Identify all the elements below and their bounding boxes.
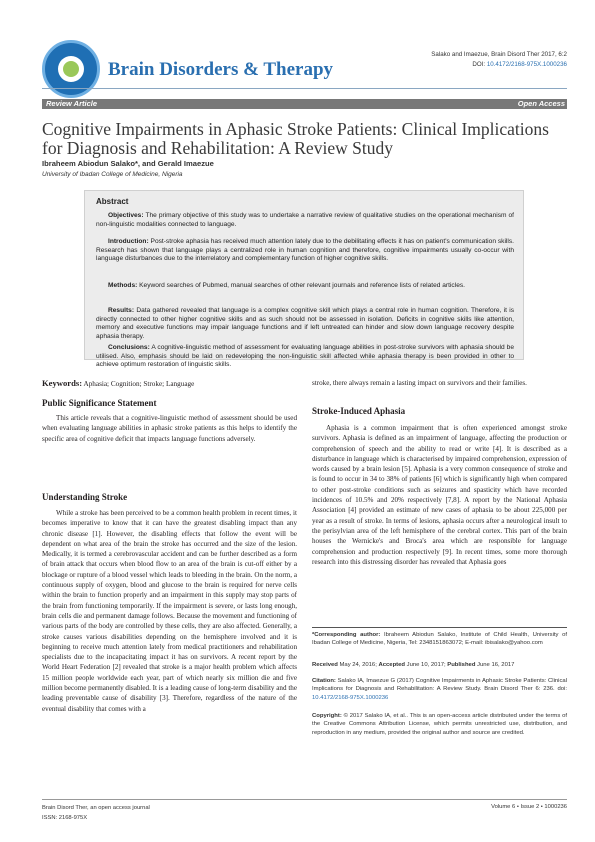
stroke-induced-aphasia-text: Aphasia is a common impairment that is often experienced amongst stroke survivors. Aphasia is defined as an impairment of language, affecting the production or comprehension of speech and the ability to read or write [4]. It is described as a disturbance in language which is characterised by impaired comprehension, expression of words caused by a brain lesion [5]. Aphasia is a very common consequence of stroke and is found to occur in 34 to 38% of patients [6] which is significantly high when compared to other post-stroke conditions such as seizures and spasticity which have recorded incidences of 10.5% and 20% respectively [7,8]. A report by the National Aphasia Association [4] provided an estimate of new cases of aphasia to be about 225,000 per year as a result of stroke. In terms of lesions, aphasia occurs after a neurological insult to the perisylvian area of the left hemisphere of the cerebral cortex. This part of the brain houses the Wernicke's and Broca's area which are responsible for language comprehension and production respectively [9]. In recent times, some more thorough research into this distressing disorder has revealed that Aphasia goes bbox=[312, 424, 567, 566]
copyright-note: Copyright: © 2017 Salako IA, et al.. This is an open-access article distributed under the terms of the Creative Commons Attribution License, which permits unrestricted use, distribution, and reproduction in any medium, provided the original author and source are credited. bbox=[312, 713, 567, 736]
public-significance-text: This article reveals that a cognitive-linguistic method of assessment should be used when evaluating language abilities in aphasic stroke patients as this helps to identify the specific area of cognitive deficit that impacts language functions adversely. bbox=[42, 414, 297, 443]
article-type-banner bbox=[42, 99, 567, 109]
article-dates: Received May 24, 2016; Accepted June 10, 2017; Published June 16, 2017 bbox=[312, 662, 515, 668]
footer-divider bbox=[42, 799, 567, 800]
citation-line: Salako and Imaezue, Brain Disord Ther 2017, 6:2 bbox=[431, 51, 567, 58]
footnote-divider bbox=[312, 627, 567, 628]
keywords-line: Keywords: Aphasia; Cognition; Stroke; Language bbox=[42, 378, 195, 388]
header-divider bbox=[42, 88, 567, 89]
logo-emblem bbox=[58, 56, 84, 82]
citation-note: Citation: Salako IA, Imaezue G (2017) Cognitive Impairments in Aphasic Stroke Patients: Clinical Implications for Diagnosis and Rehabilitation: A Review Study. Brain Disord Ther 6: 236. doi: 10.4172/2168-975X.1000236 bbox=[312, 678, 567, 701]
open-access-label: Open Access bbox=[517, 99, 565, 108]
article-type-label: Review Article bbox=[46, 99, 97, 108]
authors: Ibraheem Abiodun Salako*, and Gerald Imaezue bbox=[42, 159, 214, 168]
stroke-continuation-text: stroke, there always remain a lasting impact on survivors and their families. bbox=[312, 379, 527, 387]
heading-understanding-stroke: Understanding Stroke bbox=[42, 492, 128, 502]
doi-line: DOI: 10.4172/2168-975X.1000236 bbox=[472, 61, 567, 68]
footer-journal bbox=[42, 804, 150, 823]
footer-journal-line: Brain Disord Ther, an open access journal bbox=[42, 805, 150, 811]
abstract-methods: Methods: Keyword searches of Pubmed, manual searches of other relevant journals and reference lists of related articles. bbox=[108, 282, 465, 289]
corresponding-author: *Corresponding author: Ibraheem Abiodun Salako, Institute of Child Health, University of Ibadan College of Medicine, Nigeria, Tel: 2348151863072; E-mail: ibisalako@yahoo.com bbox=[312, 632, 567, 647]
footer-issn: ISSN: 2168-975X bbox=[42, 814, 88, 821]
heading-stroke-induced-aphasia: Stroke-Induced Aphasia bbox=[312, 406, 406, 416]
citation-doi-link[interactable]: 10.4172/2168-975X.1000236 bbox=[312, 694, 389, 701]
journal-logo bbox=[42, 40, 100, 98]
header-citation bbox=[431, 50, 567, 70]
doi-link[interactable]: 10.4172/2168-975X.1000236 bbox=[486, 61, 567, 68]
affiliation: University of Ibadan College of Medicine, Nigeria bbox=[42, 171, 183, 178]
footer-volume: Volume 6 • Issue 2 • 1000236 bbox=[491, 804, 567, 810]
abstract-conclusions: Conclusions: A cognitive-linguistic method of assessment for evaluating language abilities in post-stroke survivors with aphasia should be utilised. Also, emphasis should be laid on redeveloping the non-linguistic skill affected while aphasia therapy is been provided in other to achieve optimum restoration of linguistic skills. bbox=[96, 344, 514, 369]
heading-public-significance: Public Significance Statement bbox=[42, 398, 157, 408]
article-title: Cognitive Impairments in Aphasic Stroke Patients: Clinical Implications for Diagnosis and Rehabilitation: A Review Study bbox=[42, 119, 549, 158]
understanding-stroke-text: While a stroke has been perceived to be a common health problem in recent times, it becomes imperative to know that it can have the greatest disabling impact than any chronic disease [1]. However, the disabling effects that follow the event will be dependent on what area of the brain the stroke has occurred and the size of the lesion. Medically, it is termed a cerebrovascular accident and can be further described as a form of brain attack that occurs when blood flow to an area of the brain is cut-off either by a blockage or rupture of a blood vessel which leads to bleeding in the brain. On the norm, a continuous supply of oxygen, blood and glucose to the brain is required for nerve cells within the brain to function properly and an impairment in this supply may stop parts of the brain from functioning temporarily. If the impairment is severe, or lasts long enough, brain cells die and permanent damage follows. Because the movement and functioning of various parts of the body are controlled by these cells, they are also affected. Generally, a stroke causes various disabilities depending on the hemisphere involved and it is beginning to receive much attention lately from medical practitioners and rehabilitation specialists due to the incapacitating impact it has on survivors. A recent report by the World Heart Federation [2] revealed that stroke is a major health problem which affects 15 million people worldwide each year, part of which nearly six million die and five million become permanently disabled. It is a leading cause of long-term disability and the leading preventable cause of disability [3]. Therefore, regardless of the nature of the eventual disability that comes with a bbox=[42, 509, 297, 713]
abstract-introduction: Introduction: Post-stroke aphasia has received much attention lately due to the debilitating effects it has on patient's communication skills. Research has shown that language plays a centralized role in human cognition and therefore, cognitive impairments usually co-occur with language disturbances due to the interrelatory and complementary function of higher cognitive skills. bbox=[96, 238, 514, 263]
abstract-heading: Abstract bbox=[96, 197, 129, 206]
journal-title: Brain Disorders & Therapy bbox=[108, 59, 334, 80]
abstract-results: Results: Data gathered revealed that language is a complex cognitive skill which plays a central role in human cognition. Therefore, it is directly connected to other higher cognitive skills and as such should not be assessed in isolation. Deficits in cognitive skills like attention, memory and executive functions may impair language functions and if left untreated can hinder and slow down language recovery despite aphasia therapy. bbox=[96, 307, 514, 340]
abstract-objectives: Objectives: The primary objective of this study was to undertake a narrative review of qualitative studies on the operational mechanism of non-linguistic modalities connected to language. bbox=[96, 212, 514, 228]
